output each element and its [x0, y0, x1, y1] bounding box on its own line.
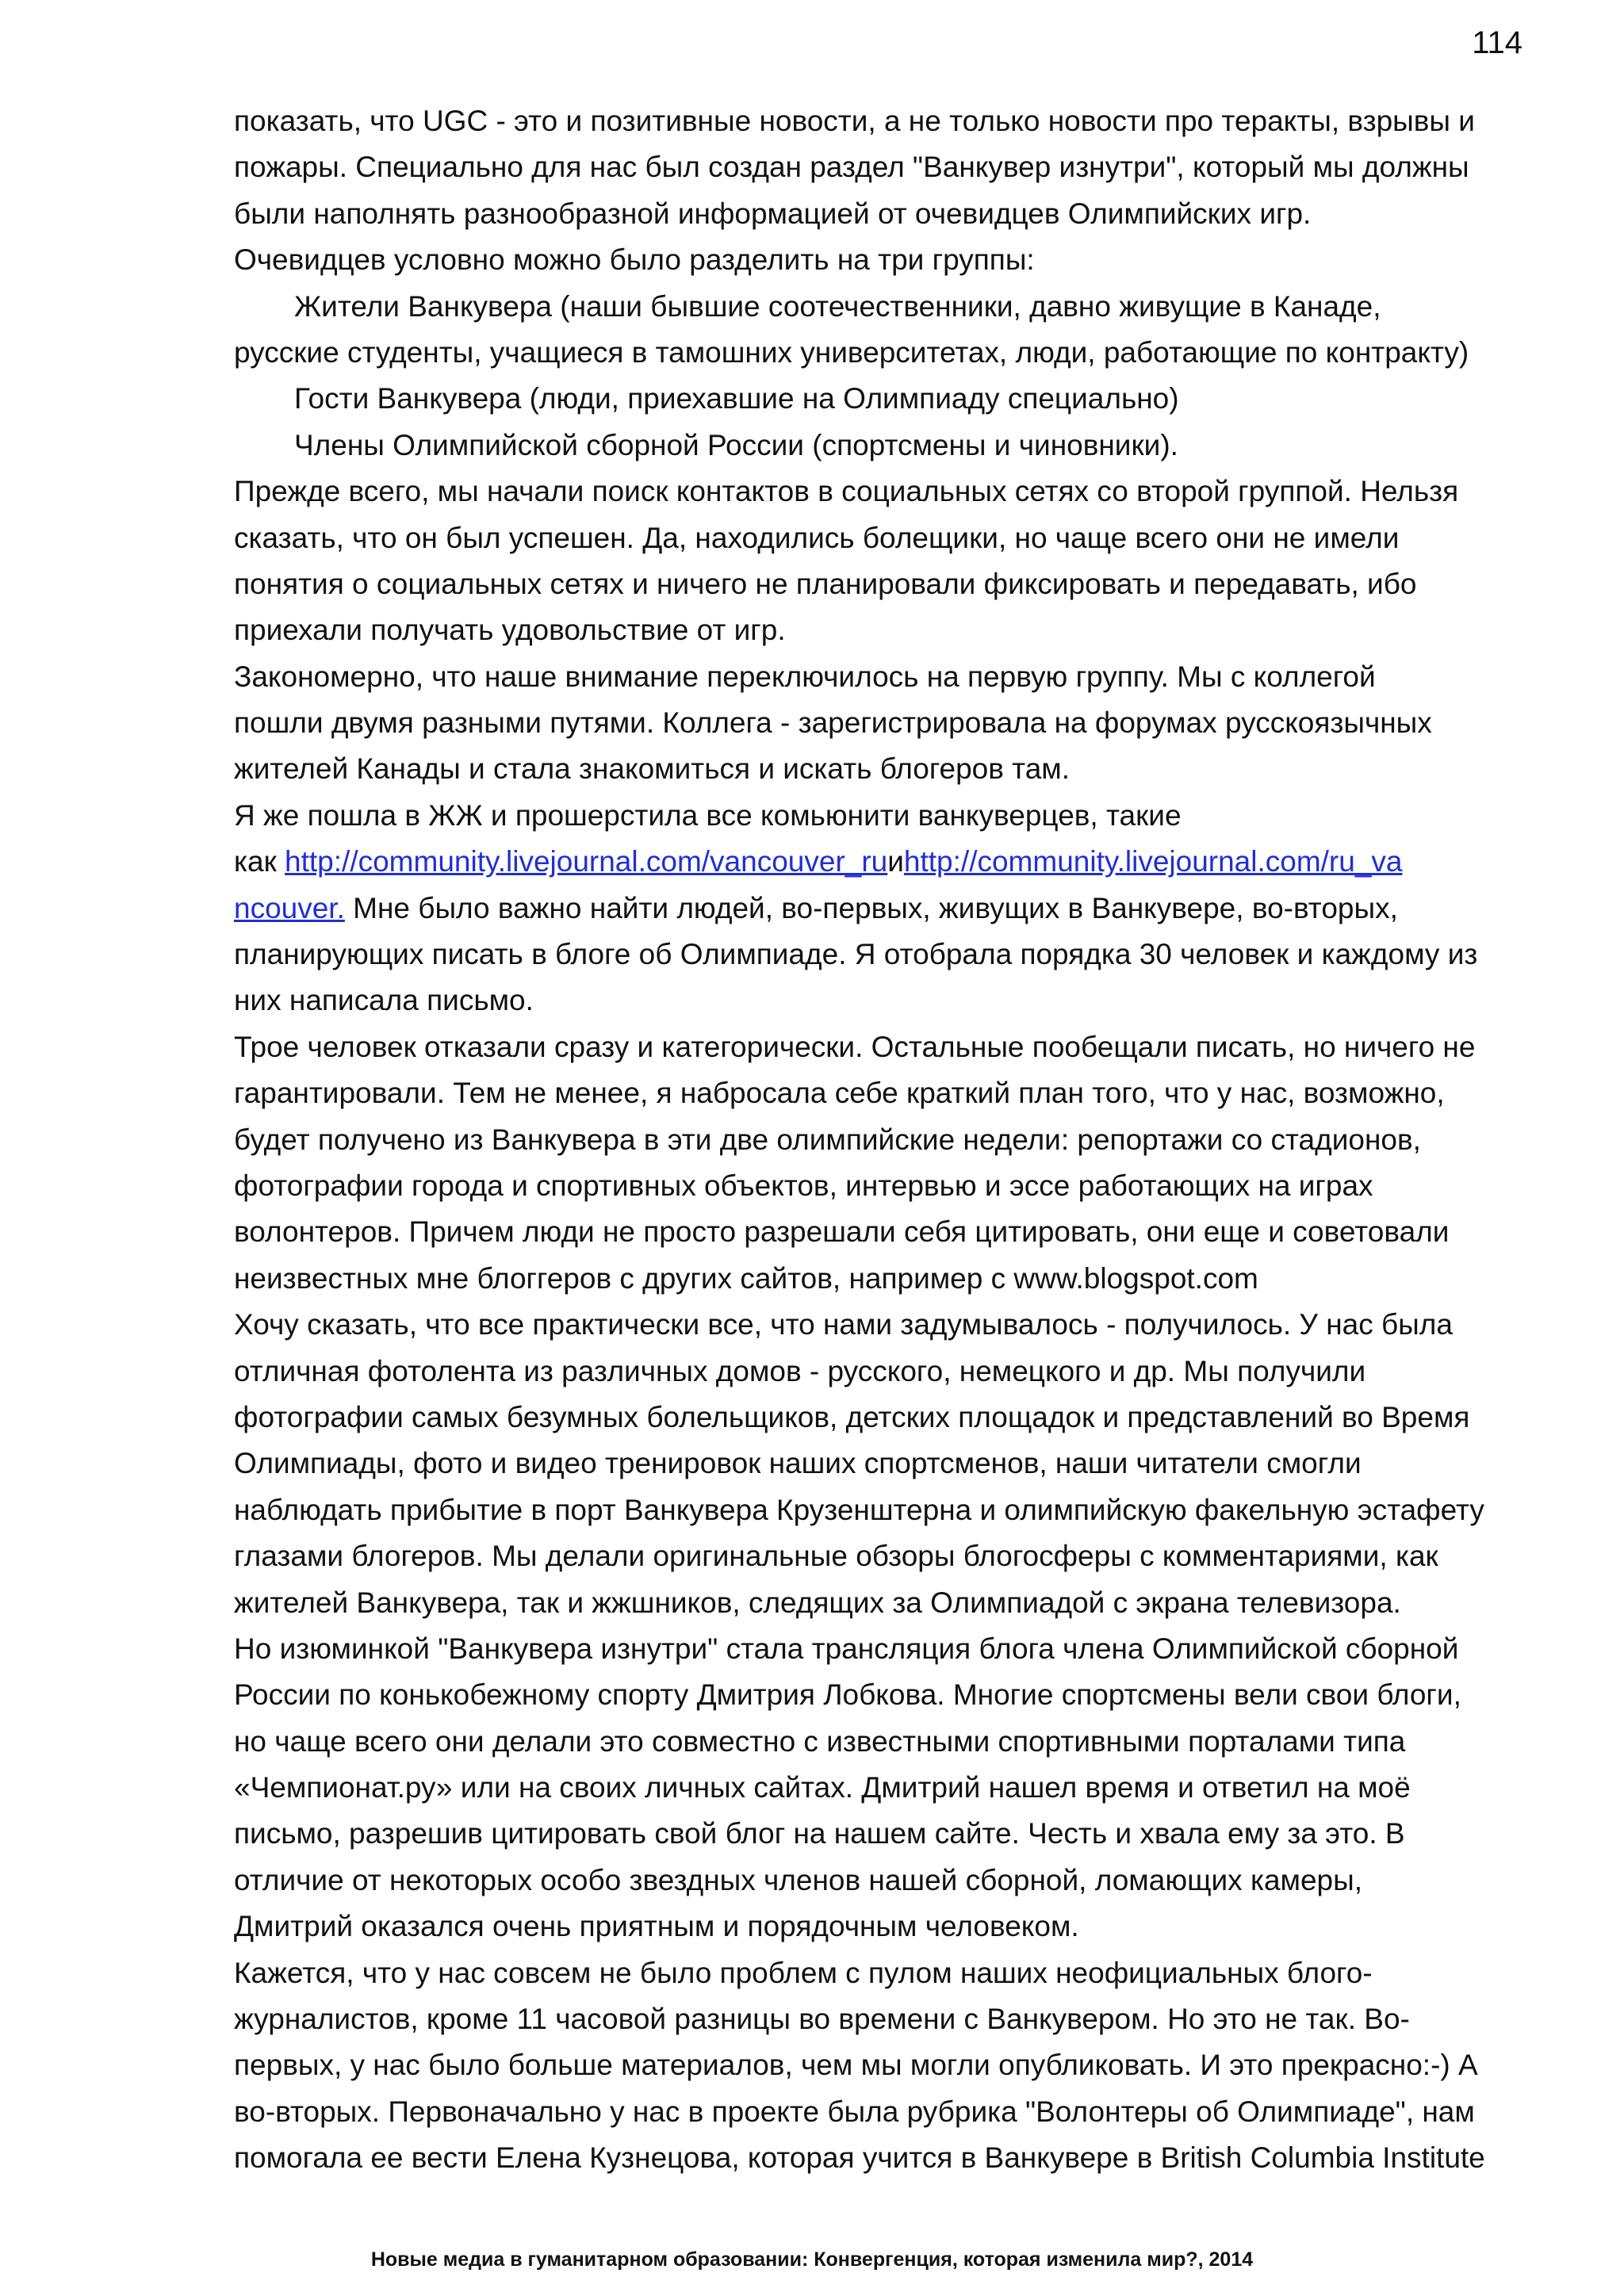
text-line: Закономерно, что наше внимание переключилось на первую группу. Мы с коллегой	[234, 660, 1376, 693]
text-line: помогала ее вести Елена Кузнецова, которая учится в Ванкувере в British Columbia Institute	[234, 2141, 1485, 2175]
text-line-links	[234, 839, 1534, 885]
link-vancouver-ru[interactable]: http://community.livejournal.com/vancouver_ru	[285, 845, 888, 878]
text-line: Я же пошла в ЖЖ и прошерстила все комьюнити ванкуверцев, такие	[234, 798, 1182, 832]
text-line: первых, у нас было больше материалов, чем мы могли опубликовать. И это прекрасно:-) А	[234, 2049, 1478, 2082]
text-fragment: как	[234, 845, 285, 878]
list-item-residents: Жители Ванкувера (наши бывшие соотечественники, давно живущие в Канаде,	[294, 289, 1381, 323]
link-ru-vancouver-continued[interactable]: ncouver.	[234, 891, 345, 924]
text-line: «Чемпионат.ру» или на своих личных сайтах. Дмитрий нашел время и ответил на моё	[234, 1771, 1411, 1804]
text-line: русские студенты, учащиеся в тамошних университетах, люди, работающие по контракту)	[234, 335, 1469, 369]
list-item-guests: Гости Ванкувера (люди, приехавшие на Олимпиаду специально)	[294, 382, 1179, 415]
text-line: фотографии самых безумных болельщиков, детских площадок и представлений во Время	[234, 1400, 1470, 1433]
text-line: гарантировали. Тем не менее, я набросала себе краткий план того, что у нас, возможно,	[234, 1077, 1445, 1110]
text-line: планирующих писать в блоге об Олимпиаде. Я отобрала порядка 30 человек и каждому из	[234, 938, 1478, 971]
page-footer: Новые медиа в гуманитарном образовании: Конвергенция, которая изменила мир?, 2014	[370, 2248, 1254, 2271]
text-line: Очевидцев условно можно было разделить на три группы:	[234, 243, 1035, 277]
text-fragment: и	[887, 845, 904, 878]
list-item-team-members: Члены Олимпийской сборной России (спортсмены и чиновники).	[294, 428, 1178, 461]
body-text	[234, 98, 1534, 2182]
text-line: показать, что UGC - это и позитивные новости, а не только новости про теракты, взрывы и	[234, 105, 1475, 137]
text-line: Дмитрий оказался очень приятным и порядочным человеком.	[234, 1910, 1079, 1943]
text-line: Но изюминкой "Ванкувера изнутри" стала трансляция блога члена Олимпийской сборной	[234, 1632, 1459, 1665]
text-line: России по конькобежному спорту Дмитрия Лобкова. Многие спортсмены вели свои блоги,	[234, 1678, 1461, 1712]
text-line: фотографии города и спортивных объектов, интервью и эссе работающих на играх	[234, 1169, 1373, 1202]
text-line: будет получено из Ванкувера в эти две олимпийские недели: репортажи со стадионов,	[234, 1123, 1421, 1156]
link-ru-vancouver[interactable]: http://community.livejournal.com/ru_va	[903, 845, 1403, 878]
text-line: были наполнять разнообразной информацией от очевидцев Олимпийских игр.	[234, 197, 1312, 230]
text-line: неизвестных мне блоггеров с других сайтов, например с www.blogspot.com	[234, 1261, 1258, 1295]
text-line: глазами блогеров. Мы делали оригинальные обзоры блогосферы с комментариями, как	[234, 1540, 1438, 1573]
text-line: Прежде всего, мы начали поиск контактов в социальных сетях со второй группой. Нельзя	[234, 475, 1459, 508]
text-line: отличная фотолента из различных домов - русского, немецкого и др. Мы получили	[234, 1354, 1366, 1387]
text-line: Хочу сказать, что все практически все, что нами задумывалось - получилось. У нас была	[234, 1308, 1453, 1341]
text-line: наблюдать прибытие в порт Ванкувера Крузенштерна и олимпийскую факельную эстафету	[234, 1493, 1484, 1526]
text-line: Кажется, что у нас совсем не было проблем с пулом наших неофициальных блого-	[234, 1956, 1373, 1989]
text-line-links	[234, 886, 1534, 932]
text-line: Олимпиады, фото и видео тренировок наших спортсменов, наши читатели смогли	[234, 1447, 1362, 1480]
text-line: них написала письмо.	[234, 984, 534, 1017]
text-fragment: Мне было важно найти людей, во-первых, живущих в Ванкувере, во-вторых,	[344, 891, 1398, 924]
text-line: пошли двумя разными путями. Коллега - зарегистрировала на форумах русскоязычных	[234, 706, 1432, 740]
text-line: письмо, разрешив цитировать свой блог на нашем сайте. Честь и хвала ему за это. В	[234, 1817, 1405, 1850]
text-line: приехали получать удовольствие от игр.	[234, 614, 786, 647]
text-line: пожары. Специально для нас был создан раздел "Ванкувер изнутри", который мы должны	[234, 151, 1469, 184]
text-line: отличие от некоторых особо звездных членов нашей сборной, ломающих камеры,	[234, 1863, 1363, 1896]
text-line: волонтеров. Причем люди не просто разрешали себя цитировать, они еще и советовали	[234, 1215, 1450, 1249]
text-line: жителей Ванкувера, так и жжшников, следящих за Олимпиадой с экрана телевизора.	[234, 1586, 1401, 1619]
text-line: но чаще всего они делали это совместно с известными спортивными порталами типа	[234, 1724, 1406, 1758]
page-number: 114	[1472, 25, 1522, 60]
text-line: Трое человек отказали сразу и категорически. Остальные пообещали писать, но ничего не	[234, 1030, 1476, 1063]
text-line: сказать, что он был успешен. Да, находились болещики, но чаще всего они не имели	[234, 521, 1400, 554]
text-line: жителей Канады и стала знакомиться и искать блогеров там.	[234, 752, 1070, 786]
text-line: журналистов, кроме 11 часовой разницы во времени с Ванкувером. Но это не так. Во-	[234, 2003, 1410, 2036]
text-line: понятия о социальных сетях и ничего не планировали фиксировать и передавать, ибо	[234, 567, 1417, 600]
text-line: во-вторых. Первоначально у нас в проекте была рубрика "Волонтеры об Олимпиаде", нам	[234, 2095, 1475, 2128]
